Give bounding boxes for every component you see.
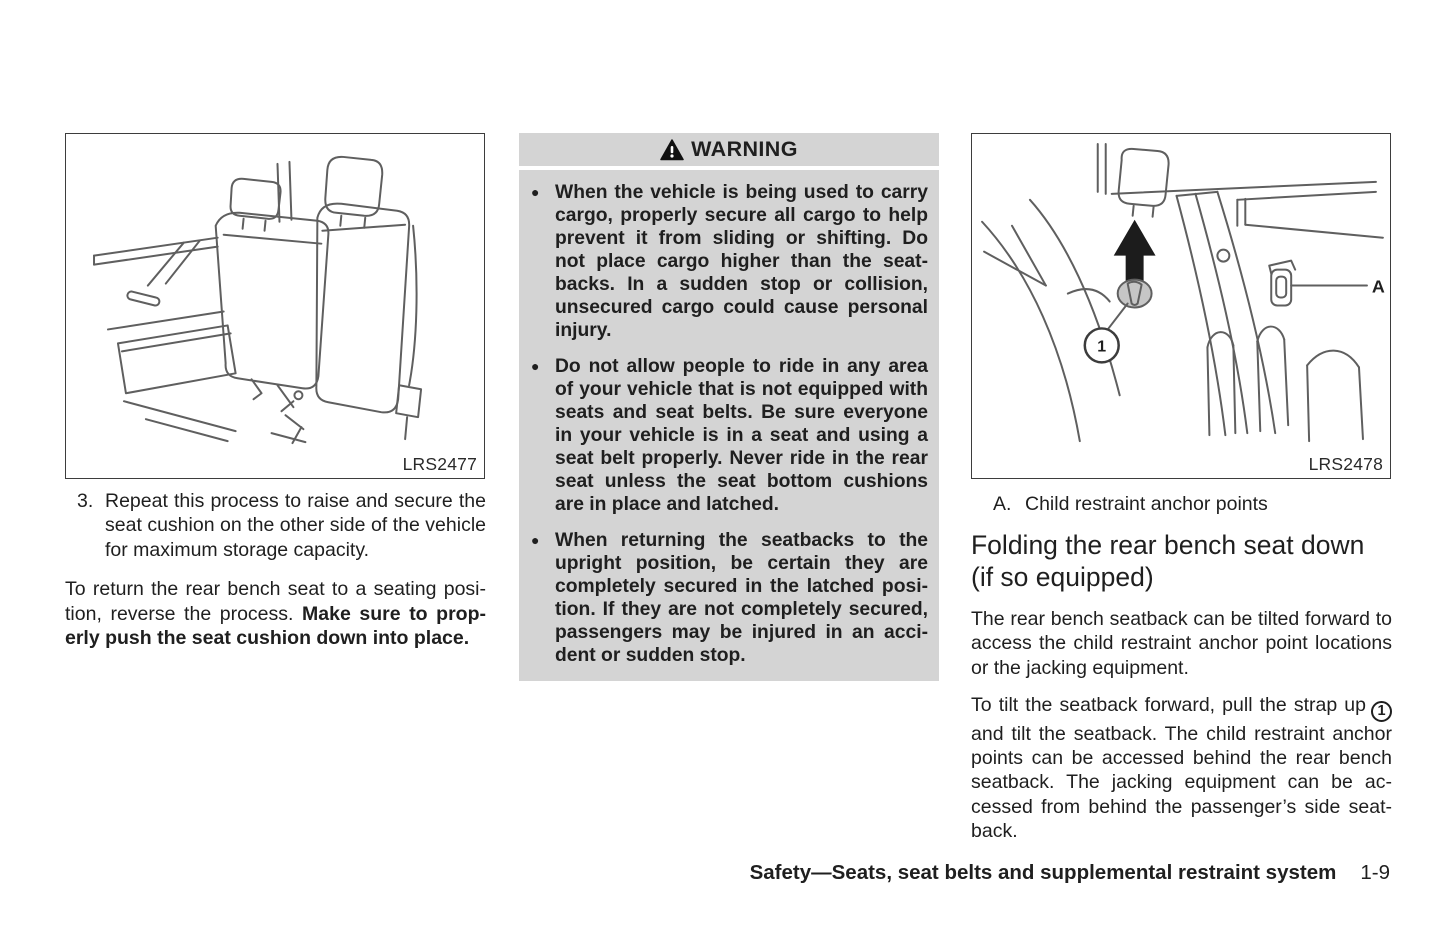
figure-folded-seats <box>65 133 485 479</box>
bullet-icon: ● <box>531 184 540 200</box>
figure-caption <box>971 492 1392 516</box>
paragraph-strap-post: and tilt the seatback. The child restraint anchor points can be accessed behind the rear bench seatback. The jacking equipment can be accessed from behind the passenger’s side seatback. <box>971 722 1392 843</box>
warning-bullet <box>528 355 928 516</box>
step-number: 3. <box>77 490 94 512</box>
up-arrow-icon <box>1114 220 1156 286</box>
return-paragraph-bold: Make sure to properly push the seat cushion down into place. <box>65 602 487 649</box>
right-column <box>971 492 1392 857</box>
warning-header <box>519 133 939 166</box>
step-item <box>65 489 486 562</box>
warning-title: WARNING <box>691 137 798 161</box>
warning-bullet-text: When the vehicle is being used to carry cargo, properly secure all cargo to help prevent it from sliding or shifting. Do not place cargo higher than the seatbacks. In a sudden stop or collision, unsecured cargo could cause personal injury. <box>555 182 928 341</box>
left-column <box>65 489 486 650</box>
warning-bullet-text: When returning the seatbacks to the upright position, be certain they are completely secured in the latched position. If they are not completely secured, passengers may be injured in an accident or sudden stop. <box>555 530 928 666</box>
caption-label: A. <box>993 493 1012 515</box>
figure-callout-a: A <box>1371 276 1385 297</box>
footer-section-title: Safety—Seats, seat belts and supplemental restraint system <box>749 861 1337 884</box>
figure-label: LRS2477 <box>398 454 477 475</box>
warning-box <box>519 133 939 681</box>
bullet-icon: ● <box>531 532 540 548</box>
warning-bullet-text: Do not allow people to ride in any area of your vehicle that is not equipped with seats and seat belts. Be sure everyone in your vehicle is in a seat and using a seat belt properly. Never ride in the rear seat unless the seat bottom cushions are in place and latched. <box>555 356 928 515</box>
folded-seats-illustration <box>66 134 484 478</box>
section-heading: Folding the rear bench seat down (if so equipped) <box>971 530 1365 593</box>
return-paragraph-regular: To return the rear bench seat to a seating position, reverse the process. <box>65 578 486 625</box>
paragraph-strap-pre: To tilt the seatback forward, pull the strap up <box>971 694 1366 717</box>
seatback-strap-illustration <box>972 134 1390 478</box>
return-paragraph <box>65 577 486 650</box>
page-footer <box>750 861 1390 885</box>
inline-circled-number: 1 <box>1371 701 1392 722</box>
paragraph-tilt-access: The rear bench seatback can be tilted forward to access the child restraint anchor point locations or the jacking equipment. <box>971 607 1392 679</box>
bullet-icon: ● <box>531 358 540 374</box>
warning-triangle-icon <box>660 139 684 161</box>
figure-label: LRS2478 <box>1304 454 1383 475</box>
warning-body <box>519 170 939 681</box>
figure-seatback-strap <box>971 133 1391 479</box>
caption-text: Child restraint anchor points <box>1025 493 1268 515</box>
warning-bullet <box>528 181 928 342</box>
step-text: Repeat this process to raise and secure the seat cushion on the other side of the vehicle for maximum storage capacity. <box>105 490 486 561</box>
paragraph-strap-instructions <box>971 693 1392 843</box>
footer-page-number: 1-9 <box>1360 861 1390 884</box>
warning-bullet <box>528 529 928 667</box>
figure-callout-1: 1 <box>1097 338 1107 356</box>
